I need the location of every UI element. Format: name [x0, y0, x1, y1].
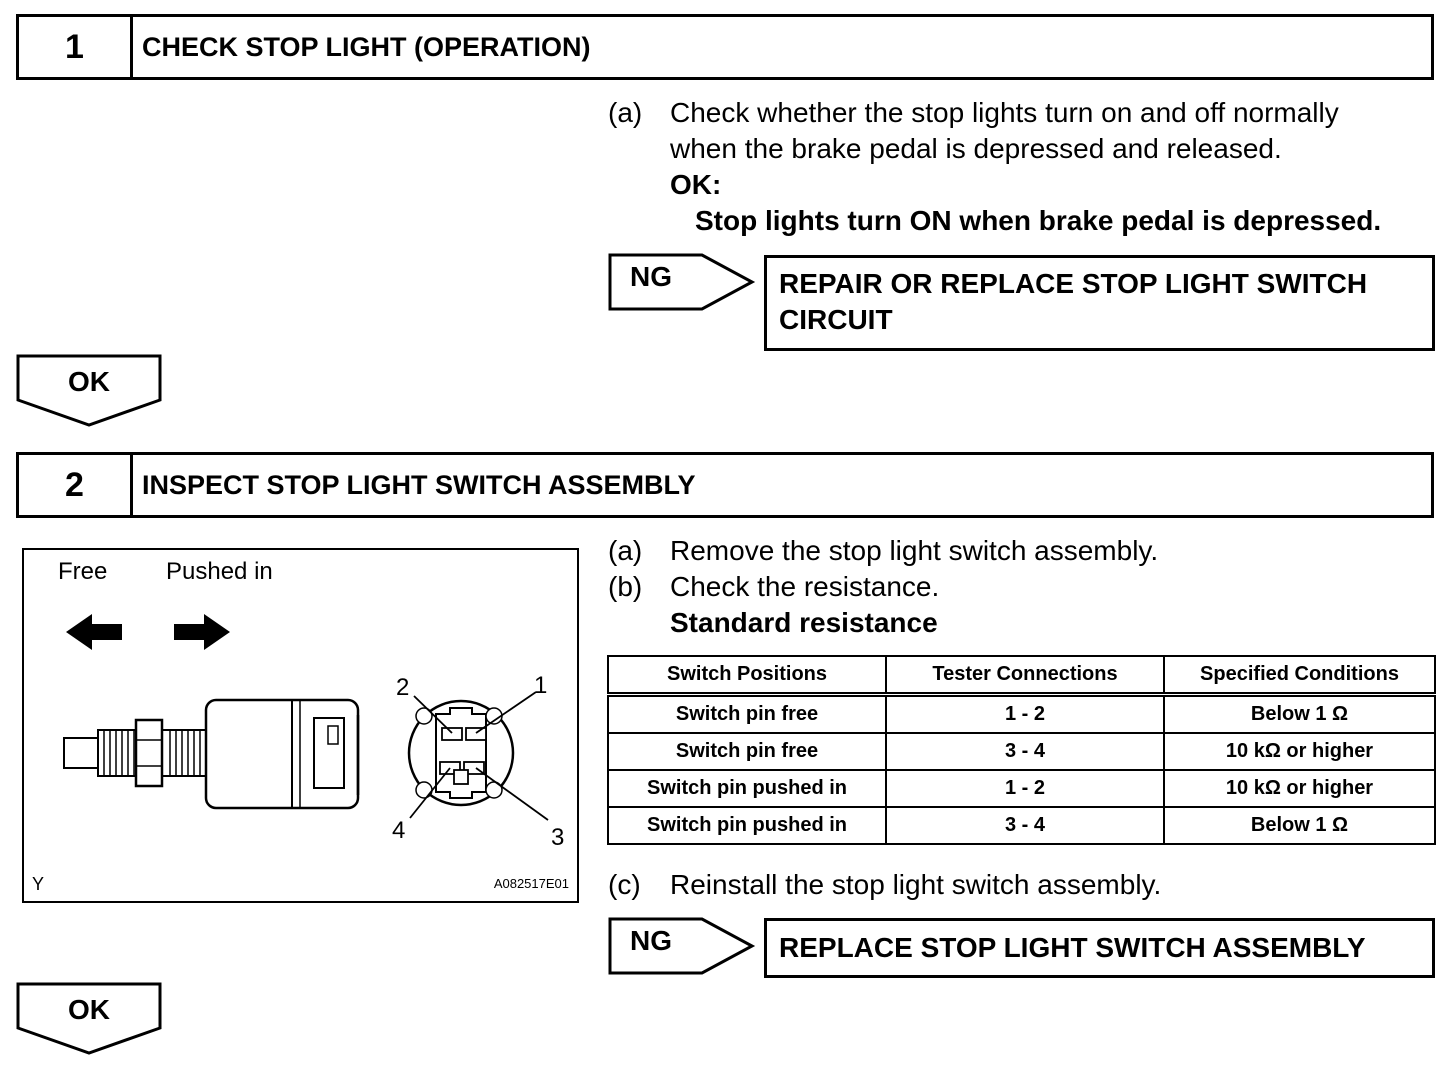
pin-label-3: 3: [551, 824, 565, 851]
step-number: 1: [19, 17, 133, 77]
ng-label: NG: [630, 925, 672, 956]
ok-arrow-1: [16, 354, 162, 428]
ng-label: NG: [630, 261, 672, 292]
table-cell: Switch pin free: [608, 733, 886, 770]
table-header-row: [608, 656, 1435, 695]
switch-figure: [22, 548, 579, 903]
pin-label-4: 4: [392, 817, 406, 844]
ng-result-line: REPLACE STOP LIGHT SWITCH ASSEMBLY: [779, 932, 1366, 963]
instruction-text: Remove the stop light switch assembly.: [670, 535, 1159, 566]
resistance-table: [607, 655, 1436, 845]
ng-result-box-1: [764, 255, 1435, 351]
free-label: Free: [58, 558, 108, 585]
table-cell: Switch pin pushed in: [608, 807, 886, 844]
ok-condition: Stop lights turn ON when brake pedal is depressed.: [695, 205, 1382, 236]
left-arrow-icon: [66, 614, 122, 650]
column-header: Specified Conditions: [1164, 656, 1435, 695]
ok-label: OK: [68, 994, 110, 1025]
right-arrow-icon: [174, 614, 230, 650]
instruction-line: [608, 569, 939, 605]
table-row: [608, 770, 1435, 807]
nut-icon: [136, 720, 162, 786]
table-cell: 3 - 4: [886, 807, 1164, 844]
table-cell: Switch pin pushed in: [608, 770, 886, 807]
plunger-icon: [64, 738, 100, 768]
ok-label: OK:: [670, 169, 722, 200]
table-row: [608, 733, 1435, 770]
column-header: Tester Connections: [886, 656, 1164, 695]
table-cell: Below 1 Ω: [1164, 807, 1435, 844]
table-cell: Below 1 Ω: [1164, 695, 1435, 734]
ng-result-box-2: [764, 918, 1435, 978]
instruction-label: (b): [608, 571, 643, 602]
instruction-label: (a): [608, 97, 643, 128]
instruction-line: [608, 95, 1339, 131]
instruction-text: Check whether the stop lights turn on and off normally: [670, 97, 1339, 128]
figure-corner-left: Y: [32, 874, 45, 894]
instruction-line: [608, 867, 1161, 903]
table-cell: 3 - 4: [886, 733, 1164, 770]
step-number: 2: [19, 455, 133, 515]
ng-arrow-1: [608, 253, 756, 311]
spec-title: Standard resistance: [670, 607, 938, 638]
instruction-text: Check the resistance.: [670, 571, 940, 602]
pin-label-2: 2: [396, 674, 410, 701]
ng-arrow-2: [608, 917, 756, 975]
table-cell: 10 kΩ or higher: [1164, 770, 1435, 807]
switch-drawing: [24, 550, 577, 901]
ok-label: OK: [68, 366, 110, 397]
column-header: Switch Positions: [608, 656, 886, 695]
step-title: CHECK STOP LIGHT (OPERATION): [142, 31, 591, 62]
instruction-line: [608, 533, 1158, 569]
instruction-label: (a): [608, 535, 643, 566]
instruction-label: (c): [608, 869, 641, 900]
table-cell: 1 - 2: [886, 770, 1164, 807]
instruction-line-2: when the brake pedal is depressed and released.: [670, 133, 1282, 164]
ok-arrow-2: [16, 982, 162, 1056]
step-2-header: [16, 452, 1434, 518]
table-cell: Switch pin free: [608, 695, 886, 734]
pushed-in-label: Pushed in: [166, 558, 273, 585]
pin-label-1: 1: [534, 672, 548, 699]
ng-result-line: CIRCUIT: [779, 304, 893, 335]
instruction-text: Reinstall the stop light switch assembly.: [670, 869, 1162, 900]
table-cell: 10 kΩ or higher: [1164, 733, 1435, 770]
table-cell: 1 - 2: [886, 695, 1164, 734]
step-1-header: [16, 14, 1434, 80]
figure-id: A082517E01: [493, 876, 569, 891]
table-row: [608, 807, 1435, 844]
ng-result-line: REPAIR OR REPLACE STOP LIGHT SWITCH: [779, 268, 1368, 299]
step-title: INSPECT STOP LIGHT SWITCH ASSEMBLY: [142, 469, 696, 500]
table-row: [608, 695, 1435, 734]
